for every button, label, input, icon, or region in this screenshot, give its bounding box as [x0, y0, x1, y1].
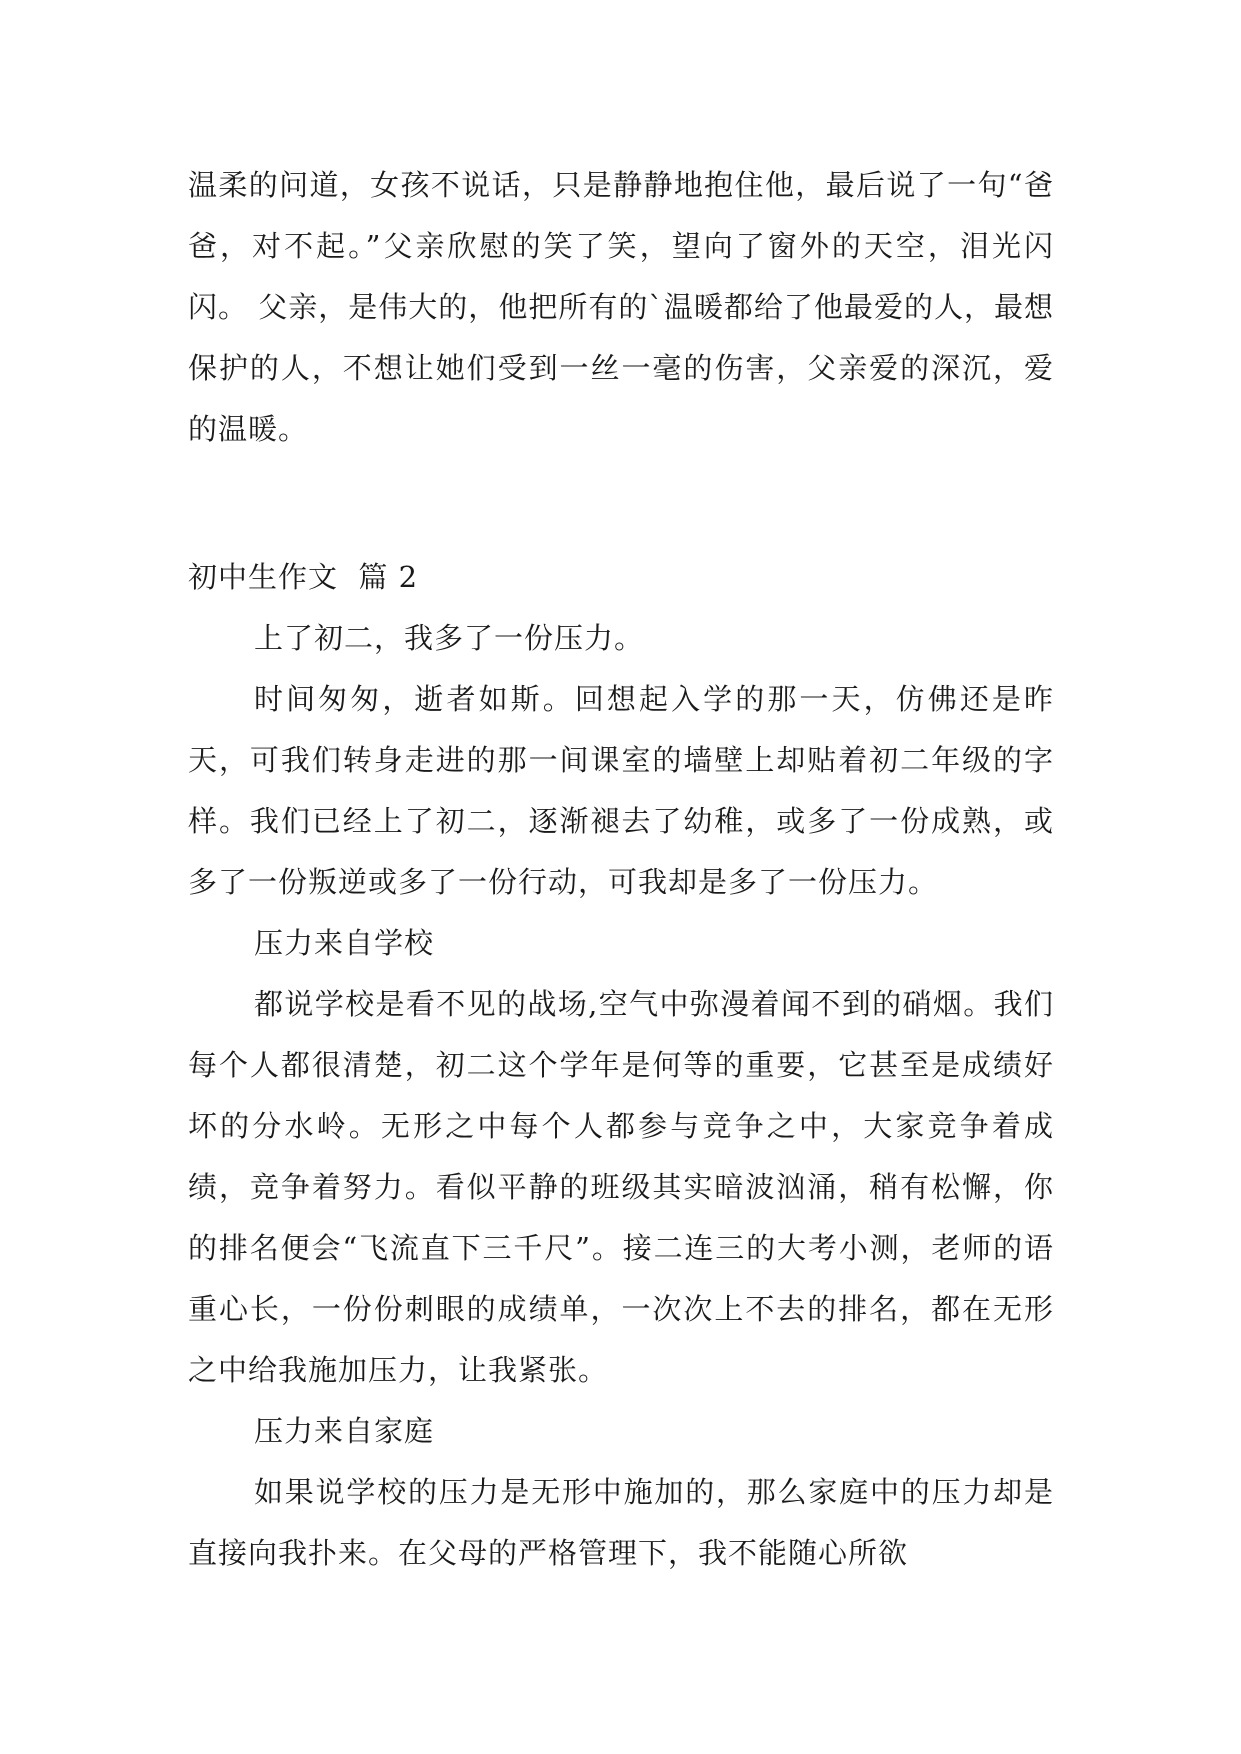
subheading-family: 压力来自家庭 — [254, 1414, 435, 1448]
paragraph-intro: 上了初二，我多了一份压力。 — [254, 621, 645, 655]
section-spacer — [188, 460, 1054, 547]
paragraph-family: 如果说学校的压力是无形中施加的，那么家庭中的压力却是直接向我扑来。在父母的严格管理下，我不能随心所欲 — [188, 1475, 1054, 1570]
continuation-paragraph: 温柔的问道，女孩不说话，只是静静地抱住他，最后说了一句“爸爸，对不起。”父亲欣慰的笑了笑，望向了窗外的天空，泪光闪闪。 父亲，是伟大的，他把所有的`温暖都给了他最爱的人，最想保护的人，不想让她们受到一丝一毫的伤害，父亲爱的深沉，爱的温暖。 — [188, 168, 1054, 446]
paragraph-time: 时间匆匆，逝者如斯。回想起入学的那一天，仿佛还是昨天，可我们转身走进的那一间课室的墙壁上却贴着初二年级的字样。我们已经上了初二，逐渐褪去了幼稚，或多了一份成熟，或多了一份叛逆或多了一份行动，可我却是多了一份压力。 — [188, 682, 1054, 899]
section-title: 初中生作文 篇 2 — [188, 560, 419, 594]
paragraph-school: 都说学校是看不见的战场,空气中弥漫着闻不到的硝烟。我们每个人都很清楚，初二这个学年是何等的重要，它甚至是成绩好坏的分水岭。无形之中每个人都参与竞争之中，大家竞争着成绩，竞争着努力。看似平静的班级其实暗波汹涌，稍有松懈，你的排名便会“飞流直下三千尺”。接二连三的大考小测，老师的语重心长，一份份刺眼的成绩单，一次次上不去的排名，都在无形之中给我施加压力，让我紧张。 — [188, 987, 1054, 1387]
subheading-school: 压力来自学校 — [254, 926, 435, 960]
document-page — [188, 155, 1054, 1584]
